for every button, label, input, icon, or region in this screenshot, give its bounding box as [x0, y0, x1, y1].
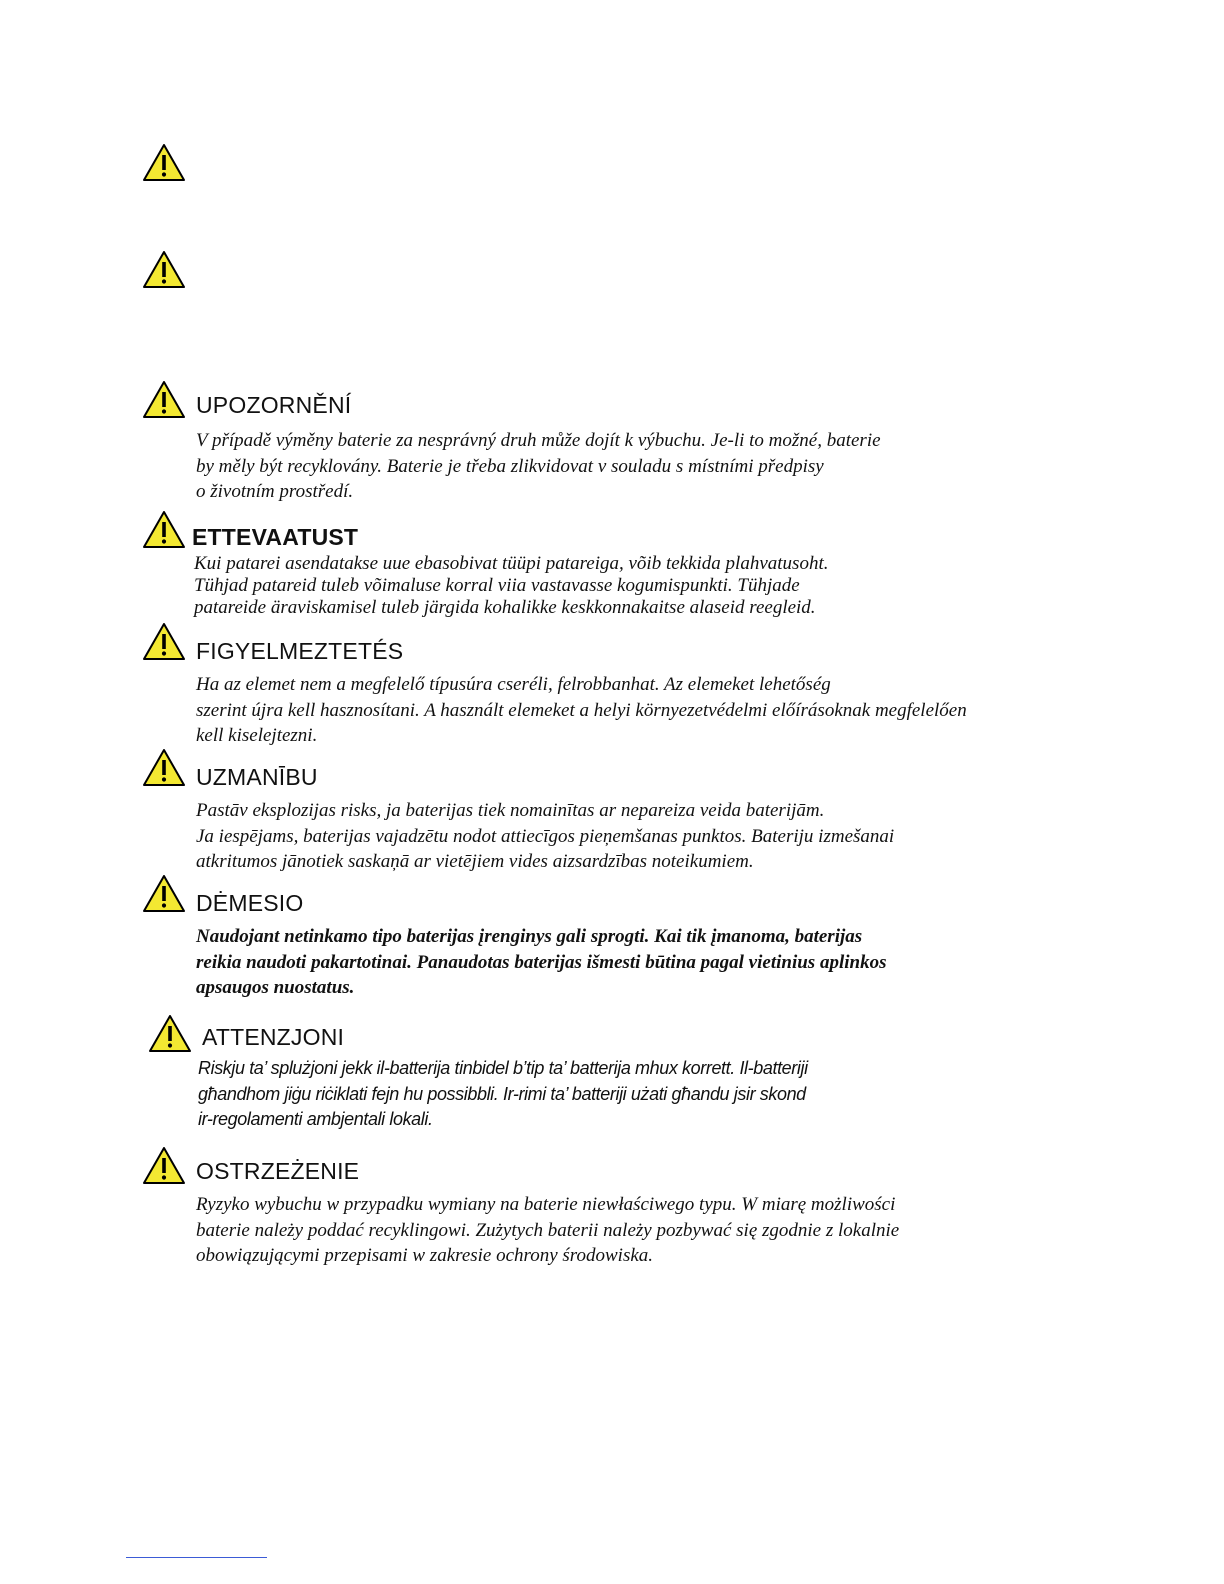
text-line: by měly být recyklovány. Baterie je třeba zlikvidovat v souladu s místními předpisy	[196, 455, 824, 477]
warning-heading: ATTENZJONI	[202, 1024, 345, 1050]
text-line: Pastāv eksplozijas risks, ja baterijas tiek nomainītas ar nepareiza veida baterijām.	[196, 800, 825, 821]
warning-triangle-icon	[142, 380, 186, 420]
text-line: Riskju ta’ splużjoni jekk il-batterija tinbidel b’tip ta’ batterija mhux korrett. Il-batteriji	[198, 1058, 808, 1078]
text-line: Kui patarei asendatakse uue ebasobivat tüüpi patareiga, võib tekkida plahvatusoht.	[194, 553, 829, 574]
warning-heading: ETTEVAATUST	[192, 524, 359, 550]
warning-text	[196, 1192, 899, 1269]
text-line: kell kiselejtezni.	[196, 725, 318, 746]
warning-text	[198, 1056, 808, 1133]
text-line: Ja iespējams, baterijas vajadzētu nodot attiecīgos pieņemšanas punktos. Bateriju izmešanai	[196, 825, 895, 847]
text-line: Ha az elemet nem a megfelelő típusúra cseréli, felrobbanhat. Az elemeket lehetőség	[196, 674, 831, 695]
text-line: baterie należy poddać recyklingowi. Zużytych baterii należy pozbywać się zgodnie z lokalnie	[196, 1219, 900, 1241]
text-line: għandhom jiġu riċiklati fejn hu possibbli. Ir-rimi ta’ batteriji użati għandu jsir skond	[198, 1083, 806, 1104]
text-line: reikia naudoti pakartotinai. Panaudotas baterijas išmesti būtina pagal vietinius aplinkos	[196, 951, 887, 973]
warning-heading: FIGYELMEZTETÉS	[196, 638, 404, 664]
text-line: V případě výměny baterie za nesprávný druh může dojít k výbuchu. Je-li to možné, baterie	[196, 430, 881, 451]
warning-text	[196, 672, 967, 749]
warning-triangle-icon	[142, 748, 186, 788]
warning-triangle-icon	[142, 874, 186, 914]
warning-text	[196, 428, 881, 505]
text-line: Ryzyko wybuchu w przypadku wymiany na baterie niewłaściwego typu. W miarę możliwości	[196, 1194, 896, 1215]
warning-triangle-icon	[142, 143, 186, 183]
footnote-rule	[126, 1557, 267, 1558]
warning-text	[194, 553, 828, 619]
warning-heading: DĖMESIO	[196, 890, 304, 916]
warning-triangle-icon	[142, 510, 186, 550]
text-line: atkritumos jānotiek saskaņā ar vietējiem vides aizsardzības noteikumiem.	[196, 851, 754, 872]
text-line: obowiązującymi przepisami w zakresie ochrony środowiska.	[196, 1245, 654, 1266]
warning-heading: OSTRZEŻENIE	[196, 1158, 360, 1184]
warning-triangle-icon	[142, 250, 186, 290]
text-line: patareide äraviskamisel tuleb järgida kohalikke keskkonnakaitse alaseid reegleid.	[194, 597, 816, 618]
text-line: o životním prostředí.	[196, 481, 354, 502]
warning-triangle-icon	[142, 622, 186, 662]
warning-heading: UZMANĪBU	[196, 764, 318, 790]
text-line: apsaugos nuostatus.	[196, 977, 355, 998]
text-line: szerint újra kell hasznosítani. A használt elemeket a helyi környezetvédelmi előírásoknak megfelelően	[196, 699, 967, 721]
warning-heading: UPOZORNĚNÍ	[196, 392, 352, 418]
text-line: Naudojant netinkamo tipo baterijas įrenginys gali sprogti. Kai tik įmanoma, baterijas	[196, 926, 863, 947]
warning-text	[196, 798, 894, 875]
warning-triangle-icon	[148, 1014, 192, 1054]
text-line: ir-regolamenti ambjentali lokali.	[198, 1109, 433, 1129]
warning-triangle-icon	[142, 1146, 186, 1186]
warning-text	[196, 924, 886, 1001]
text-line: Tühjad patareid tuleb võimaluse korral viia vastavasse kogumispunkti. Tühjade	[194, 575, 800, 596]
